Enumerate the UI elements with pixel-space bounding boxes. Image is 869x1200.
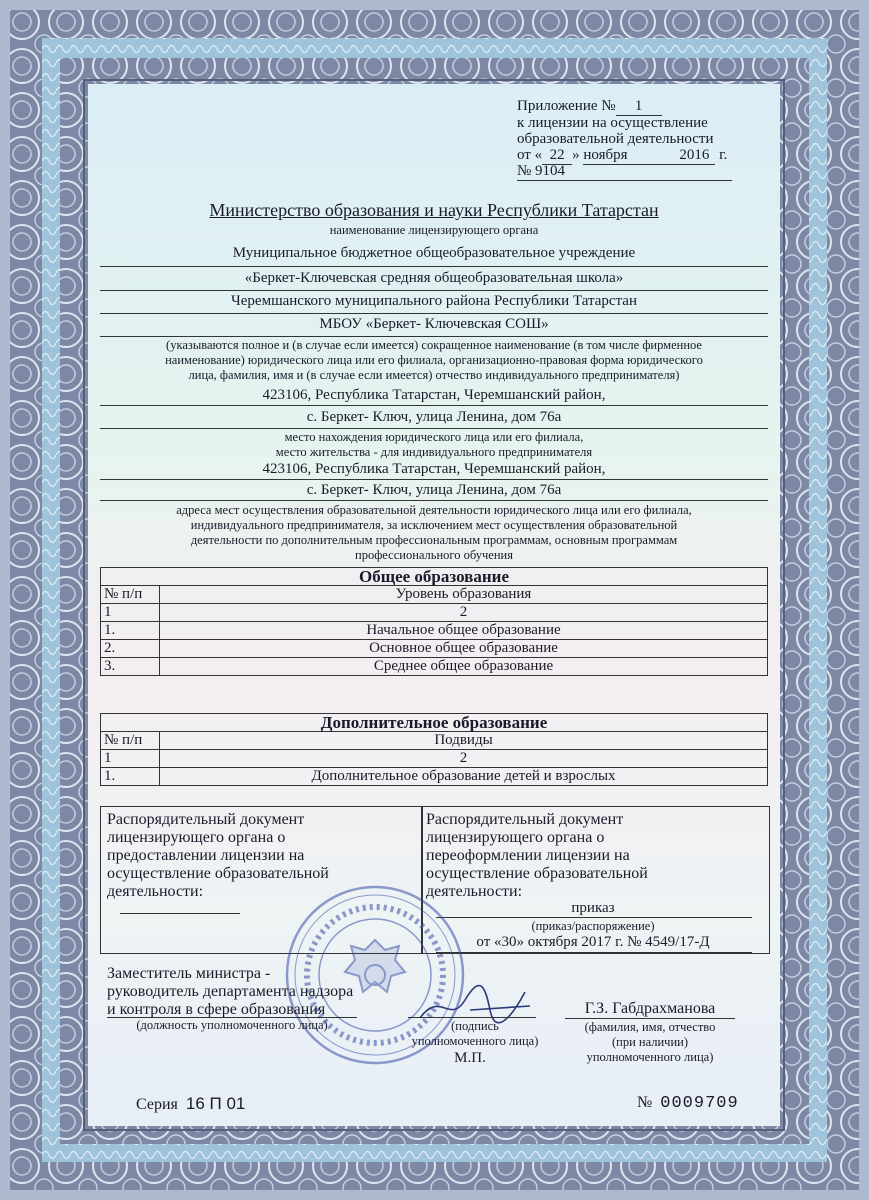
row-number: 2. <box>101 640 160 658</box>
series-label: Серия <box>136 1096 178 1113</box>
activity-address-caption-4: профессионального обучения <box>355 548 513 562</box>
licensee-line-3: Черемшанского муниципального района Республики Татарстан <box>231 293 637 309</box>
table-index-cell: 1 <box>101 604 160 622</box>
location-line-1: 423106, Республика Татарстан, Черемшанский район, <box>262 387 606 403</box>
position-line-2: руководитель департамента надзора <box>107 983 354 1000</box>
form-number <box>637 1094 739 1113</box>
series <box>136 1094 245 1114</box>
reissue-doc-caption: (приказ/распоряжение) <box>531 919 655 933</box>
grant-line-4: осуществление образовательной <box>107 865 329 882</box>
date-prefix: от « <box>517 147 543 163</box>
activity-address-caption-2: индивидуального предпринимателя, за исключением мест осуществления образовательной <box>190 518 678 532</box>
appendix-number: 1 <box>616 98 662 116</box>
row-number: 3. <box>101 658 160 676</box>
appendix-prefix: Приложение № <box>517 98 616 114</box>
reissue-line-4: осуществление образовательной <box>426 865 648 882</box>
row-level: Начальное общее образование <box>160 622 768 640</box>
appendix-line-2: к лицензии на осуществление <box>517 115 708 131</box>
licensee-caption-2: наименование) юридического лица или его филиала, организационно-правовая форма юридического <box>165 353 703 367</box>
position-line-3: и контроля в сфере образования <box>107 1001 326 1018</box>
licensee-short-name: МБОУ «Беркет- Ключевская СОШ» <box>319 316 549 332</box>
signatory-name: Г.З. Габдрахманова <box>584 1000 716 1017</box>
licensing-organ-caption: наименование лицензирующего органа <box>329 223 539 237</box>
table-row <box>101 768 768 786</box>
activity-address-line-1: 423106, Республика Татарстан, Черемшанский район, <box>262 461 606 477</box>
signature-caption-2: уполномоченного лица) <box>411 1034 539 1048</box>
table-index-cell: 2 <box>160 604 768 622</box>
name-caption-1: (фамилия, имя, отчество <box>584 1020 716 1034</box>
licensee-line-1: Муниципальное бюджетное общеобразовательное учреждение <box>232 245 636 261</box>
location-caption-2: место жительства - для индивидуального предпринимателя <box>275 445 593 459</box>
general-education-table <box>100 567 768 676</box>
appendix-line-3: образовательной деятельности <box>517 131 714 147</box>
grant-line-1: Распорядительный документ <box>107 811 305 828</box>
licensee-line-2: «Беркет-Ключевская средняя общеобразовательная школа» <box>244 270 624 286</box>
general-education-title: Общее образование <box>101 568 768 586</box>
additional-education-title: Дополнительное образование <box>101 714 768 732</box>
stamp-place-label: М.П. <box>454 1050 486 1066</box>
date-close: » <box>572 147 580 163</box>
date-month: ноября <box>583 147 679 165</box>
row-level: Основное общее образование <box>160 640 768 658</box>
licensee-caption-1: (указываются полное и (в случае если имеется) сокращенное наименование (в том числе фирменное <box>166 338 702 352</box>
row-subtype: Дополнительное образование детей и взрослых <box>160 768 768 786</box>
table-row <box>101 658 768 676</box>
name-caption-3: уполномоченного лица) <box>586 1050 714 1064</box>
licensing-organ-name: Министерство образования и науки Республики Татарстан <box>209 200 659 220</box>
table-index-cell: 1 <box>101 750 160 768</box>
location-caption-1: место нахождения юридического лица или его филиала, <box>284 430 584 444</box>
date-year: 2016 <box>679 147 715 165</box>
appendix-title <box>517 98 662 116</box>
table-row <box>101 640 768 658</box>
grant-line-2: лицензирующего органа о <box>107 829 286 846</box>
grant-line-3: предоставлении лицензии на <box>107 847 305 864</box>
position-caption: (должность уполномоченного лица) <box>136 1018 328 1032</box>
row-number: 1. <box>101 622 160 640</box>
table-row <box>101 622 768 640</box>
signature-caption-1: (подпись <box>451 1019 499 1033</box>
activity-address-line-2: с. Беркет- Ключ, улица Ленина, дом 76а <box>306 482 562 498</box>
activity-address-caption-1: адреса мест осуществления образовательной деятельности юридического лица или его филиала, <box>176 503 692 517</box>
table-header-level: Уровень образования <box>160 586 768 604</box>
form-number-label: № <box>637 1094 653 1111</box>
row-level: Среднее общее образование <box>160 658 768 676</box>
table-index-cell: 2 <box>160 750 768 768</box>
table-header-number: № п/п <box>101 586 160 604</box>
date-suffix: г. <box>719 147 728 163</box>
date-day: 22 <box>542 147 572 165</box>
reissue-line-2: лицензирующего органа о <box>426 829 605 846</box>
reissue-line-5: деятельности: <box>426 883 523 900</box>
licensee-caption-3: лица, фамилия, имя и (в случае если имеется) отчество индивидуального предпринимателя) <box>188 368 680 382</box>
location-line-2: с. Беркет- Ключ, улица Ленина, дом 76а <box>306 409 562 425</box>
position-line-1: Заместитель министра - <box>107 965 271 982</box>
reissue-doc-type: приказ <box>571 900 615 916</box>
form-number-value: 0009709 <box>660 1094 739 1113</box>
additional-education-table <box>100 713 768 786</box>
appendix-reg-number: № 9104 <box>517 163 732 181</box>
reissue-line-3: переоформлении лицензии на <box>426 847 630 864</box>
activity-address-caption-3: деятельности по дополнительным профессиональным программам, основным программам <box>190 533 678 547</box>
table-header-subtype: Подвиды <box>160 732 768 750</box>
grant-line-5: деятельности: <box>107 883 204 900</box>
reissue-doc-date: от «30» октября 2017 г. № 4549/17-Д <box>476 934 710 950</box>
name-caption-2: (при наличии) <box>611 1035 689 1049</box>
reissue-line-1: Распорядительный документ <box>426 811 624 828</box>
row-number: 1. <box>101 768 160 786</box>
series-value: 16 П 01 <box>185 1094 246 1113</box>
signatory-position <box>107 965 353 1019</box>
table-header-number: № п/п <box>101 732 160 750</box>
